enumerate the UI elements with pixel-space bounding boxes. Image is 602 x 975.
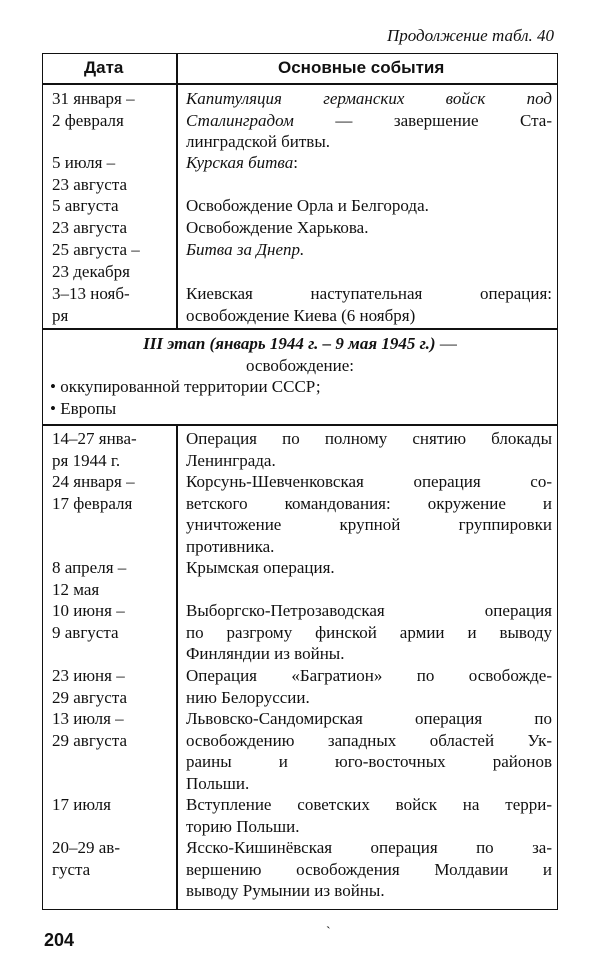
event-line (186, 283, 552, 305)
event-line: Ясско-Кишинёвская операция по за- (186, 838, 552, 857)
date-line: 23 августа (52, 174, 128, 194)
event-line: Ленинграда. (186, 450, 276, 470)
date-line: 14–27 янва- (52, 429, 137, 448)
date-line: 17 июля (52, 795, 111, 814)
event-line: Выборгско-Петрозаводская операция (186, 601, 552, 620)
event-line: Львовско-Сандомирская операция по (186, 709, 552, 728)
event-line (186, 152, 552, 174)
date-cell (52, 557, 174, 600)
event-cell (186, 665, 552, 708)
date-cell (52, 794, 174, 816)
event-text: Сталинградом (186, 110, 294, 130)
event-text: Курская битва (186, 153, 294, 172)
date-line: 2 февраля (52, 110, 124, 130)
event-cell (186, 283, 552, 326)
event-text: Капитуляция германских войск под (186, 89, 552, 108)
stray-mark: ` (326, 925, 331, 940)
event-text: Битва за Днепр. (186, 240, 305, 259)
header-date: Дата (84, 58, 124, 77)
event-line: торию Польши. (186, 816, 300, 836)
stage-subtitle: освобождение: (245, 355, 354, 375)
event-text-rest: — завершение Ста- (293, 110, 552, 130)
date-line: 25 августа – (52, 240, 140, 259)
date-line: 31 января – (52, 89, 135, 108)
event-line: ветского командования: окружение и (186, 493, 552, 513)
event-line: по разгрому финской армии и выводу (186, 622, 552, 642)
event-line (186, 110, 552, 132)
date-line: 20–29 ав- (52, 838, 120, 857)
date-line: 24 января – (52, 472, 135, 491)
date-line: 8 апреля – (52, 558, 127, 577)
date-line: 13 июля – (52, 709, 124, 728)
date-cell (52, 283, 174, 326)
column-divider-1 (176, 53, 178, 329)
date-cell (52, 837, 174, 880)
event-cell (186, 88, 552, 153)
event-line: раины и юго-восточных районов (186, 752, 552, 771)
event-cell (186, 794, 552, 837)
event-line: Вступление советских войск на терри- (186, 795, 552, 814)
event-line (186, 88, 552, 110)
stage-bullets (50, 376, 550, 419)
event-line: Корсунь-Шевченковская операция со- (186, 472, 552, 491)
date-line: 12 мая (52, 579, 100, 599)
event-cell (186, 708, 552, 794)
date-cell (52, 708, 174, 751)
event-line (186, 131, 552, 153)
event-cell (186, 471, 552, 557)
date-cell (52, 428, 174, 471)
date-line: 5 августа (52, 196, 119, 215)
event-cell (186, 152, 552, 174)
event-text: Освобождение Харькова. (186, 218, 369, 237)
bullet-item: • оккупированной территории СССР; (50, 377, 321, 396)
date-line: 9 августа (52, 622, 119, 642)
event-line: Польши. (186, 773, 250, 793)
event-cell (186, 239, 552, 261)
event-cell (186, 195, 552, 217)
event-line (186, 239, 552, 261)
date-line: 17 февраля (52, 493, 133, 513)
event-line (186, 195, 552, 217)
event-line: выводу Румынии из войны. (186, 881, 385, 900)
stage-divider-top (42, 328, 558, 330)
event-line: уничтожение крупной группировки (186, 515, 552, 534)
event-line: Крымская операция. (186, 558, 335, 577)
date-cell (52, 217, 174, 239)
date-line: 5 июля – (52, 153, 116, 172)
date-line: 10 июня – (52, 601, 125, 620)
date-cell (52, 88, 174, 131)
date-cell (52, 152, 174, 195)
event-line: вершению освобождения Молдавии и (186, 859, 552, 879)
event-cell (186, 428, 552, 471)
event-line: противника. (186, 536, 275, 556)
event-line: Операция по полному снятию блокады (186, 429, 552, 448)
date-line: 23 декабря (52, 261, 130, 281)
event-cell (186, 837, 552, 902)
stage-title-dash: — (435, 334, 457, 353)
page-number: 204 (44, 930, 75, 950)
date-cell (52, 239, 174, 282)
date-cell (52, 600, 174, 643)
column-divider-2 (176, 424, 178, 910)
event-text: Киевская наступательная операция: (186, 284, 552, 303)
event-text: освобождение Киева (6 ноября) (186, 305, 416, 325)
date-line: 3–13 нояб- (52, 284, 130, 303)
event-line (186, 305, 552, 327)
event-line: Операция «Багратион» по освобожде- (186, 666, 552, 685)
date-cell (52, 665, 174, 708)
event-cell (186, 557, 552, 579)
bullet-item: • Европы (50, 398, 117, 418)
date-line: ря 1944 г. (52, 450, 121, 470)
event-line: нию Белоруссии. (186, 687, 310, 707)
header-events: Основные события (278, 58, 445, 77)
date-line: 29 августа (52, 730, 128, 750)
stage-title-text: III этап (январь 1944 г. – 9 мая 1945 г.) (143, 334, 436, 353)
date-line: ря (52, 305, 69, 325)
event-line: Финляндии из войны. (186, 644, 345, 663)
event-cell (186, 600, 552, 665)
event-line (186, 217, 552, 239)
date-line: 23 июня – (52, 666, 125, 685)
event-cell (186, 217, 552, 239)
stage-title (46, 333, 554, 376)
event-text-rest: : (293, 153, 298, 172)
continuation-label: Продолжение табл. 40 (386, 26, 554, 45)
event-text: Освобождение Орла и Белгорода. (186, 196, 429, 215)
date-line: 29 августа (52, 687, 128, 707)
date-cell (52, 471, 174, 514)
header-divider (42, 83, 558, 85)
date-cell (52, 195, 174, 217)
date-line: густа (52, 859, 91, 879)
stage-divider-bottom (42, 424, 558, 426)
date-line: 23 августа (52, 218, 128, 237)
event-line: освобождению западных областей Ук- (186, 730, 552, 750)
event-text: линградской битвы. (186, 132, 331, 151)
